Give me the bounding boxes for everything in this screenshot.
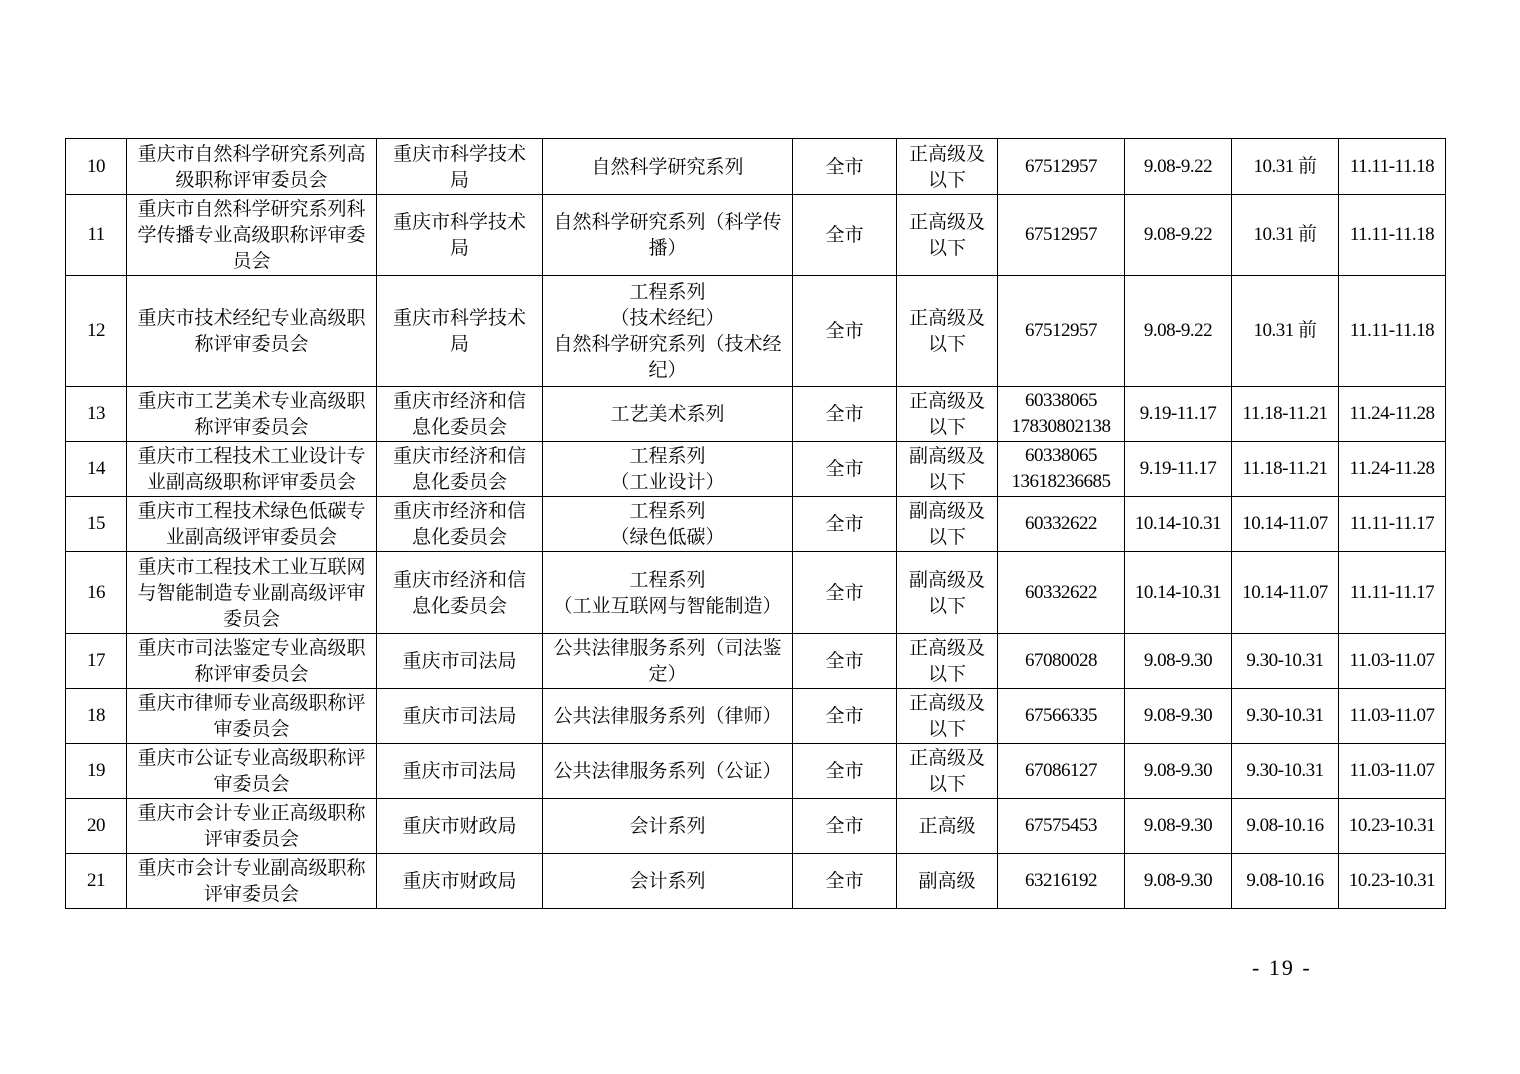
department-cell: [377, 689, 543, 744]
meeting-period-cell: 10.23-10.31: [1339, 799, 1446, 854]
department-cell: [377, 497, 543, 552]
committee-name-line: 评审委员会: [203, 828, 299, 850]
row-number-cell: 14: [66, 442, 127, 497]
committee-name-cell: [127, 139, 377, 195]
series-cell: [543, 442, 793, 497]
committee-table: [65, 138, 1446, 909]
review-period-cell: 10.14-11.07: [1232, 552, 1339, 634]
review-period-cell: 9.08-10.16: [1232, 854, 1339, 909]
table-row: [66, 744, 1446, 799]
committee-name-line: 重庆市会计专业副高级职称: [137, 857, 366, 879]
level-cell: [897, 634, 998, 689]
meeting-period-cell: 11.24-11.28: [1339, 387, 1446, 442]
series-cell: [543, 387, 793, 442]
department-line: 息化委员会: [411, 526, 507, 548]
committee-name-cell: [127, 497, 377, 552]
level-line: 副高级: [918, 870, 976, 892]
committee-name-line: 重庆市律师专业高级职称评: [137, 692, 366, 714]
apply-period-cell: 9.08-9.22: [1125, 139, 1232, 195]
phone-line: 60338065: [1025, 390, 1097, 411]
department-line: 局: [449, 333, 469, 355]
phone-line: 60338065: [1025, 445, 1097, 466]
series-line: 播）: [648, 237, 687, 259]
series-line: 定）: [648, 663, 687, 685]
row-number-cell: 11: [66, 195, 127, 276]
committee-name-cell: [127, 634, 377, 689]
review-period-cell: 9.30-10.31: [1232, 744, 1339, 799]
scope-cell: 全市: [793, 195, 897, 276]
phone-cell: [998, 634, 1125, 689]
level-line: 以下: [927, 718, 966, 740]
table-row: [66, 854, 1446, 909]
level-line: 正高级及: [908, 390, 985, 412]
department-cell: [377, 442, 543, 497]
scope-cell: 全市: [793, 854, 897, 909]
committee-name-line: 重庆市自然科学研究系列高: [137, 142, 366, 165]
phone-cell: [998, 799, 1125, 854]
committee-name-line: 级职称评审委员会: [175, 168, 328, 191]
meeting-period-cell: 11.24-11.28: [1339, 442, 1446, 497]
committee-name-line: 业副高级评审委员会: [165, 526, 337, 548]
table-row: [66, 552, 1446, 634]
phone-cell: [998, 497, 1125, 552]
review-period-cell: 11.18-11.21: [1232, 442, 1339, 497]
apply-period-cell: 10.14-10.31: [1125, 552, 1232, 634]
department-cell: [377, 276, 543, 387]
committee-name-line: 重庆市工程技术工业互联网: [137, 555, 366, 578]
level-line: 以下: [927, 168, 966, 191]
department-cell: [377, 195, 543, 276]
level-line: 正高级及: [908, 307, 985, 329]
department-cell: [377, 634, 543, 689]
committee-name-line: 称评审委员会: [194, 663, 309, 685]
committee-name-cell: [127, 552, 377, 634]
level-line: 正高级及: [908, 211, 985, 233]
series-line: （绿色低碳）: [610, 526, 725, 548]
series-line: 公共法律服务系列（律师）: [553, 705, 782, 727]
level-line: 副高级及: [908, 445, 985, 467]
scope-cell: 全市: [793, 442, 897, 497]
committee-name-cell: [127, 195, 377, 276]
table-body: [66, 139, 1446, 909]
meeting-period-cell: 11.11-11.17: [1339, 497, 1446, 552]
level-line: 正高级: [918, 815, 976, 837]
scope-cell: 全市: [793, 744, 897, 799]
series-cell: [543, 744, 793, 799]
committee-name-line: 重庆市工艺美术专业高级职: [137, 390, 366, 412]
department-cell: [377, 139, 543, 195]
table-row: [66, 387, 1446, 442]
department-line: 重庆市经济和信: [392, 445, 526, 467]
department-cell: [377, 854, 543, 909]
series-line: 工艺美术系列: [610, 403, 725, 425]
apply-period-cell: 9.08-9.30: [1125, 854, 1232, 909]
apply-period-cell: 9.08-9.30: [1125, 744, 1232, 799]
series-line: （工业互联网与智能制造）: [553, 594, 782, 617]
series-cell: [543, 497, 793, 552]
phone-cell: [998, 442, 1125, 497]
phone-cell: [998, 854, 1125, 909]
phone-cell: [998, 744, 1125, 799]
scope-cell: 全市: [793, 387, 897, 442]
scope-cell: 全市: [793, 497, 897, 552]
department-line: 息化委员会: [411, 471, 507, 493]
apply-period-cell: 9.08-9.30: [1125, 799, 1232, 854]
department-line: 重庆市财政局: [402, 815, 517, 837]
committee-name-line: 称评审委员会: [194, 416, 309, 438]
department-cell: [377, 387, 543, 442]
committee-name-line: 业副高级职称评审委员会: [146, 471, 356, 493]
row-number-cell: 19: [66, 744, 127, 799]
scope-cell: 全市: [793, 276, 897, 387]
meeting-period-cell: 11.11-11.18: [1339, 139, 1446, 195]
committee-name-line: 与智能制造专业副高级评审: [137, 581, 366, 604]
phone-line: 13618236685: [1011, 471, 1111, 492]
table-row: [66, 442, 1446, 497]
apply-period-cell: 9.08-9.30: [1125, 634, 1232, 689]
scope-cell: 全市: [793, 689, 897, 744]
department-cell: [377, 744, 543, 799]
row-number-cell: 20: [66, 799, 127, 854]
row-number-cell: 13: [66, 387, 127, 442]
committee-name-line: 员会: [232, 250, 271, 272]
department-line: 局: [449, 168, 469, 191]
committee-name-cell: [127, 276, 377, 387]
phone-cell: [998, 689, 1125, 744]
review-period-cell: 10.31 前: [1232, 276, 1339, 387]
level-line: 以下: [927, 416, 966, 438]
phone-line: 67086127: [1025, 760, 1097, 781]
series-line: 工程系列: [629, 568, 706, 591]
scope-cell: 全市: [793, 634, 897, 689]
committee-name-line: 重庆市司法鉴定专业高级职: [137, 637, 366, 659]
scope-cell: 全市: [793, 139, 897, 195]
series-cell: [543, 689, 793, 744]
apply-period-cell: 9.08-9.22: [1125, 276, 1232, 387]
level-line: 以下: [927, 237, 966, 259]
level-line: 正高级及: [908, 692, 985, 714]
phone-line: 17830802138: [1011, 416, 1111, 437]
committee-name-line: 审委员会: [213, 718, 290, 740]
table-row: [66, 497, 1446, 552]
series-line: 工程系列: [629, 281, 706, 303]
series-cell: [543, 799, 793, 854]
phone-line: 63216192: [1025, 870, 1097, 891]
department-line: 息化委员会: [411, 594, 507, 617]
level-cell: [897, 497, 998, 552]
apply-period-cell: 9.08-9.22: [1125, 195, 1232, 276]
department-line: 重庆市经济和信: [392, 500, 526, 522]
committee-name-line: 重庆市公证专业高级职称评: [137, 747, 366, 769]
department-line: 重庆市科学技术: [392, 142, 526, 165]
committee-name-line: 审委员会: [213, 773, 290, 795]
committee-name-line: 重庆市自然科学研究系列科: [137, 198, 366, 220]
table-row: [66, 799, 1446, 854]
row-number-cell: 10: [66, 139, 127, 195]
meeting-period-cell: 11.11-11.18: [1339, 195, 1446, 276]
review-period-cell: 10.31 前: [1232, 195, 1339, 276]
scope-cell: 全市: [793, 799, 897, 854]
series-line: 纪）: [648, 359, 687, 381]
committee-name-line: 重庆市会计专业正高级职称: [137, 802, 366, 824]
level-line: 以下: [927, 471, 966, 493]
department-line: 重庆市司法局: [402, 705, 517, 727]
series-line: （工业设计）: [610, 471, 725, 493]
series-cell: [543, 634, 793, 689]
meeting-period-cell: 11.03-11.07: [1339, 689, 1446, 744]
level-cell: [897, 799, 998, 854]
level-line: 以下: [927, 773, 966, 795]
committee-name-line: 评审委员会: [203, 883, 299, 905]
level-cell: [897, 387, 998, 442]
committee-name-line: 学传播专业高级职称评审委: [137, 224, 366, 246]
level-line: 副高级及: [908, 568, 985, 591]
committee-name-cell: [127, 744, 377, 799]
department-line: 重庆市财政局: [402, 870, 517, 892]
series-cell: [543, 195, 793, 276]
committee-name-line: 称评审委员会: [194, 333, 309, 355]
level-line: 以下: [927, 663, 966, 685]
series-cell: [543, 276, 793, 387]
phone-line: 67512957: [1025, 155, 1097, 177]
meeting-period-cell: 11.03-11.07: [1339, 744, 1446, 799]
level-line: 以下: [927, 526, 966, 548]
table-row: [66, 276, 1446, 387]
table-row: [66, 634, 1446, 689]
review-period-cell: 11.18-11.21: [1232, 387, 1339, 442]
level-line: 正高级及: [908, 142, 985, 165]
row-number-cell: 18: [66, 689, 127, 744]
row-number-cell: 15: [66, 497, 127, 552]
department-line: 局: [449, 237, 469, 259]
phone-line: 60332622: [1025, 513, 1097, 534]
table-row: [66, 689, 1446, 744]
series-line: （技术经纪）: [610, 307, 725, 329]
level-cell: [897, 689, 998, 744]
level-cell: [897, 139, 998, 195]
apply-period-cell: 9.19-11.17: [1125, 442, 1232, 497]
committee-name-cell: [127, 799, 377, 854]
committee-name-cell: [127, 854, 377, 909]
series-line: 工程系列: [629, 500, 706, 522]
department-line: 重庆市司法局: [402, 760, 517, 782]
department-line: 重庆市司法局: [402, 650, 517, 672]
review-period-cell: 9.08-10.16: [1232, 799, 1339, 854]
department-line: 重庆市科学技术: [392, 307, 526, 329]
review-period-cell: 10.14-11.07: [1232, 497, 1339, 552]
series-line: 会计系列: [629, 815, 706, 837]
phone-cell: [998, 552, 1125, 634]
committee-name-cell: [127, 689, 377, 744]
series-line: 自然科学研究系列（科学传: [553, 211, 782, 233]
committee-name-line: 重庆市工程技术工业设计专: [137, 445, 366, 467]
series-cell: [543, 552, 793, 634]
row-number-cell: 16: [66, 552, 127, 634]
level-cell: [897, 744, 998, 799]
level-cell: [897, 442, 998, 497]
committee-name-cell: [127, 387, 377, 442]
department-line: 重庆市经济和信: [392, 390, 526, 412]
series-cell: [543, 854, 793, 909]
table-row: [66, 139, 1446, 195]
committee-name-cell: [127, 442, 377, 497]
series-cell: [543, 139, 793, 195]
review-period-cell: 10.31 前: [1232, 139, 1339, 195]
review-period-cell: 9.30-10.31: [1232, 689, 1339, 744]
apply-period-cell: 9.08-9.30: [1125, 689, 1232, 744]
phone-line: 67575453: [1025, 815, 1097, 836]
meeting-period-cell: 11.11-11.17: [1339, 552, 1446, 634]
series-line: 会计系列: [629, 870, 706, 892]
series-line: 公共法律服务系列（公证）: [553, 760, 782, 782]
row-number-cell: 12: [66, 276, 127, 387]
meeting-period-cell: 11.11-11.18: [1339, 276, 1446, 387]
phone-line: 67080028: [1025, 650, 1097, 671]
phone-line: 67566335: [1025, 705, 1097, 726]
phone-line: 67512957: [1025, 320, 1097, 341]
level-line: 副高级及: [908, 500, 985, 522]
series-line: 自然科学研究系列: [591, 155, 744, 178]
department-line: 重庆市经济和信: [392, 568, 526, 591]
row-number-cell: 21: [66, 854, 127, 909]
phone-cell: [998, 387, 1125, 442]
phone-line: 60332622: [1025, 581, 1097, 603]
apply-period-cell: 9.19-11.17: [1125, 387, 1232, 442]
meeting-period-cell: 11.03-11.07: [1339, 634, 1446, 689]
apply-period-cell: 10.14-10.31: [1125, 497, 1232, 552]
level-cell: [897, 195, 998, 276]
committee-name-line: 重庆市工程技术绿色低碳专: [137, 500, 366, 522]
review-period-cell: 9.30-10.31: [1232, 634, 1339, 689]
level-line: 正高级及: [908, 637, 985, 659]
page-number: - 19 -: [1252, 955, 1312, 980]
department-cell: [377, 799, 543, 854]
committee-name-line: 重庆市技术经纪专业高级职: [137, 307, 366, 329]
series-line: 公共法律服务系列（司法鉴: [553, 637, 782, 659]
level-cell: [897, 552, 998, 634]
series-line: 自然科学研究系列（技术经: [553, 333, 782, 355]
meeting-period-cell: 10.23-10.31: [1339, 854, 1446, 909]
table-row: [66, 195, 1446, 276]
phone-cell: [998, 195, 1125, 276]
scope-cell: 全市: [793, 552, 897, 634]
level-cell: [897, 854, 998, 909]
committee-name-line: 委员会: [222, 607, 280, 630]
level-line: 以下: [927, 333, 966, 355]
phone-cell: [998, 276, 1125, 387]
row-number-cell: 17: [66, 634, 127, 689]
department-cell: [377, 552, 543, 634]
department-line: 息化委员会: [411, 416, 507, 438]
phone-line: 67512957: [1025, 224, 1097, 245]
phone-cell: [998, 139, 1125, 195]
level-cell: [897, 276, 998, 387]
department-line: 重庆市科学技术: [392, 211, 526, 233]
level-line: 正高级及: [908, 747, 985, 769]
series-line: 工程系列: [629, 445, 706, 467]
level-line: 以下: [927, 594, 966, 617]
